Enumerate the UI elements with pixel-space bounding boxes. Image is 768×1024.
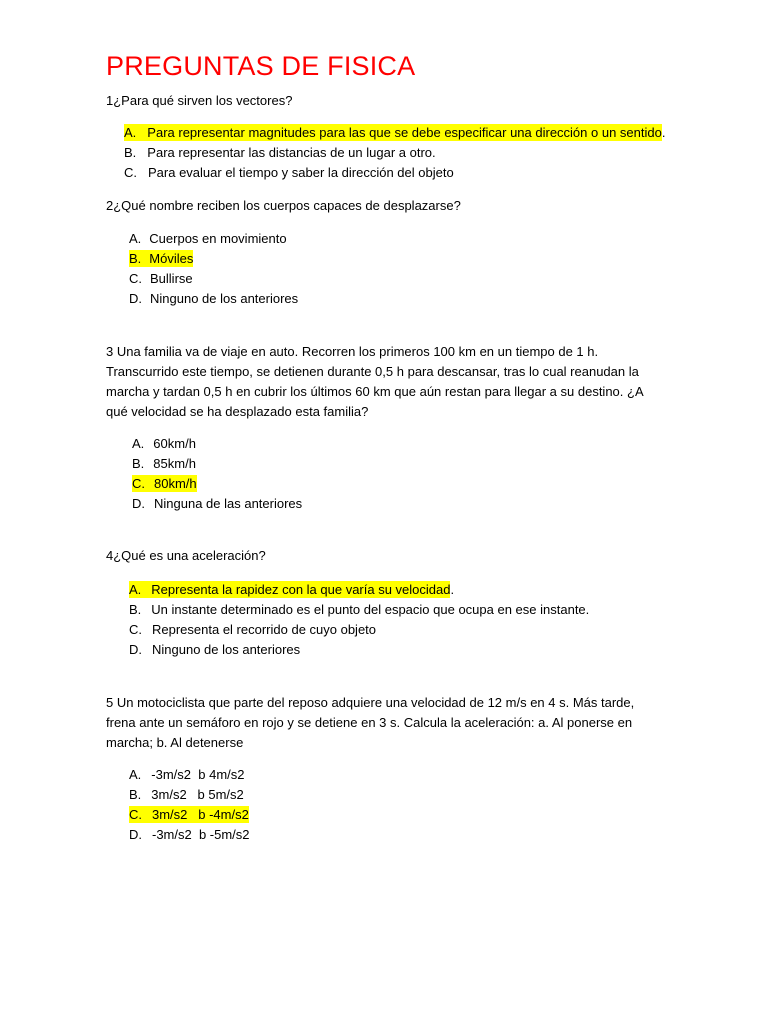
question-4-option-d: D. Ninguno de los anteriores [129, 642, 301, 657]
document-title: PREGUNTAS DE FISICA [106, 51, 416, 81]
question-3-option-d: D. Ninguna de las anteriores [132, 496, 303, 511]
question-5-text: 5 Un motociclista que parte del reposo adquiere una velocidad de 12 m/s en 4 s. Más tarde, frena ante un semáforo en rojo y se detiene en 3 s. Calcula la aceleración: a. Al ponerse en marcha; b. Al detenerse [106, 695, 635, 750]
question-2-option-b [129, 249, 298, 269]
question-2-options [129, 229, 298, 309]
question-4-option-a: A. Representa la rapidez con la que varía su velocidad. [129, 582, 455, 597]
answer-highlight: A. Representa la rapidez con la que varía su velocidad [129, 582, 451, 597]
answer-highlight: B. Móviles [129, 251, 194, 266]
question-2-option-c: C. Bullirse [129, 271, 193, 286]
question-5-options [129, 765, 250, 845]
question-1-options [124, 123, 665, 183]
question-3-options [132, 434, 302, 514]
question-4-option-c: C. Representa el recorrido de cuyo objeto [129, 622, 377, 637]
question-4-option-b: B. Un instante determinado es el punto del espacio que ocupa en ese instante. [129, 602, 590, 617]
question-4-options [129, 580, 589, 660]
question-3-option-b: B. 85km/h [132, 456, 196, 471]
question-4-text: 4¿Qué es una aceleración? [106, 548, 266, 563]
question-2-option-d: D. Ninguno de los anteriores [129, 291, 299, 306]
question-5-option-a: A. -3m/s2 b 4m/s2 [129, 767, 245, 782]
question-3-option-a: A. 60km/h [132, 436, 196, 451]
question-1-option-c: C. Para evaluar el tiempo y saber la dirección del objeto [124, 165, 454, 180]
question-5-option-d: D. -3m/s2 b -5m/s2 [129, 827, 250, 842]
question-5-option-b: B. 3m/s2 b 5m/s2 [129, 787, 244, 802]
question-1-text: 1¿Para qué sirven los vectores? [106, 93, 293, 108]
question-5-option-c [129, 805, 250, 825]
answer-highlight: C. 3m/s2 b -4m/s2 [129, 807, 249, 822]
answer-highlight: C. 80km/h [132, 476, 197, 491]
question-1-option-b: B. Para representar las distancias de un lugar a otro. [124, 145, 436, 160]
question-3-option-c [132, 474, 302, 494]
answer-highlight: A. Para representar magnitudes para las que se debe especificar una dirección o un sentido [124, 125, 662, 140]
question-2-text: 2¿Qué nombre reciben los cuerpos capaces de desplazarse? [106, 198, 461, 213]
question-2-option-a: A. Cuerpos en movimiento [129, 231, 287, 246]
question-1-option-a: A. Para representar magnitudes para las que se debe especificar una dirección o un sentido. [124, 125, 666, 140]
question-3-text: 3 Una familia va de viaje en auto. Recorren los primeros 100 km en un tiempo de 1 h. Transcurrido este tiempo, se detienen durante 0,5 h para descansar, tras lo cual reanudan la marcha y tardan 0,5 h en cubrir los últimos 60 km que aún restan para llegar a su destino. ¿A qué velocidad se ha desplazado esta familia? [106, 344, 643, 419]
